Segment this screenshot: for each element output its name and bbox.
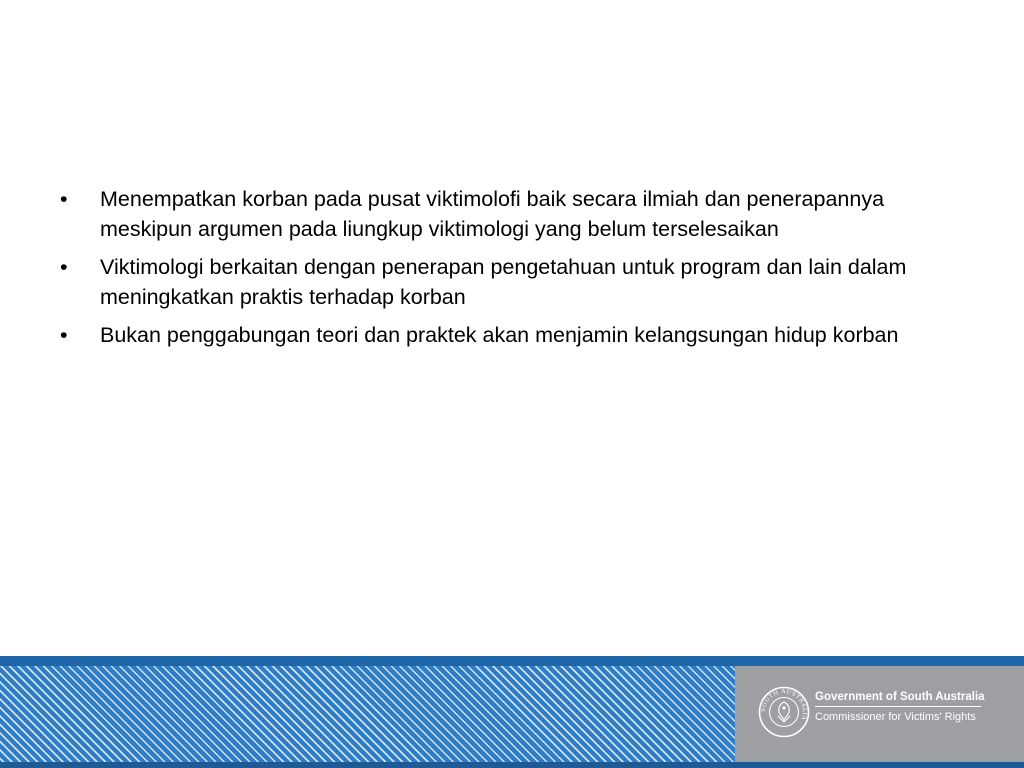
bullet-item [58,252,958,312]
bullet-marker: • [60,255,68,279]
footer-bottom-line [0,762,1024,768]
bullet-text: Viktimologi berkaitan dengan penerapan pengetahuan untuk program dan lain dalam meningkatkan praktis terhadap korban [100,255,907,309]
slide-body [58,184,958,358]
bullet-list [58,184,958,350]
footer-accent-line [0,656,1024,666]
seal-text: SOUTH AUSTRALIA [760,688,808,721]
footer-stripe-pattern [0,666,735,768]
bullet-item [58,184,958,244]
org-identity [815,690,1010,724]
org-divider [815,706,981,707]
bullet-marker: • [60,187,68,211]
bullet-item [58,320,958,350]
bullet-text: Bukan penggabungan teori dan praktek akan menjamin kelangsungan hidup korban [100,323,899,347]
south-australia-seal-icon [758,686,810,738]
bullet-text: Menempatkan korban pada pusat viktimolofi baik secara ilmiah dan penerapannya meskipun argumen pada liungkup viktimologi yang belum terselesaikan [100,187,885,241]
org-name: Government of South Australia [815,691,985,703]
bullet-marker: • [60,323,68,347]
org-subtitle: Commissioner for Victims' Rights [815,711,976,723]
